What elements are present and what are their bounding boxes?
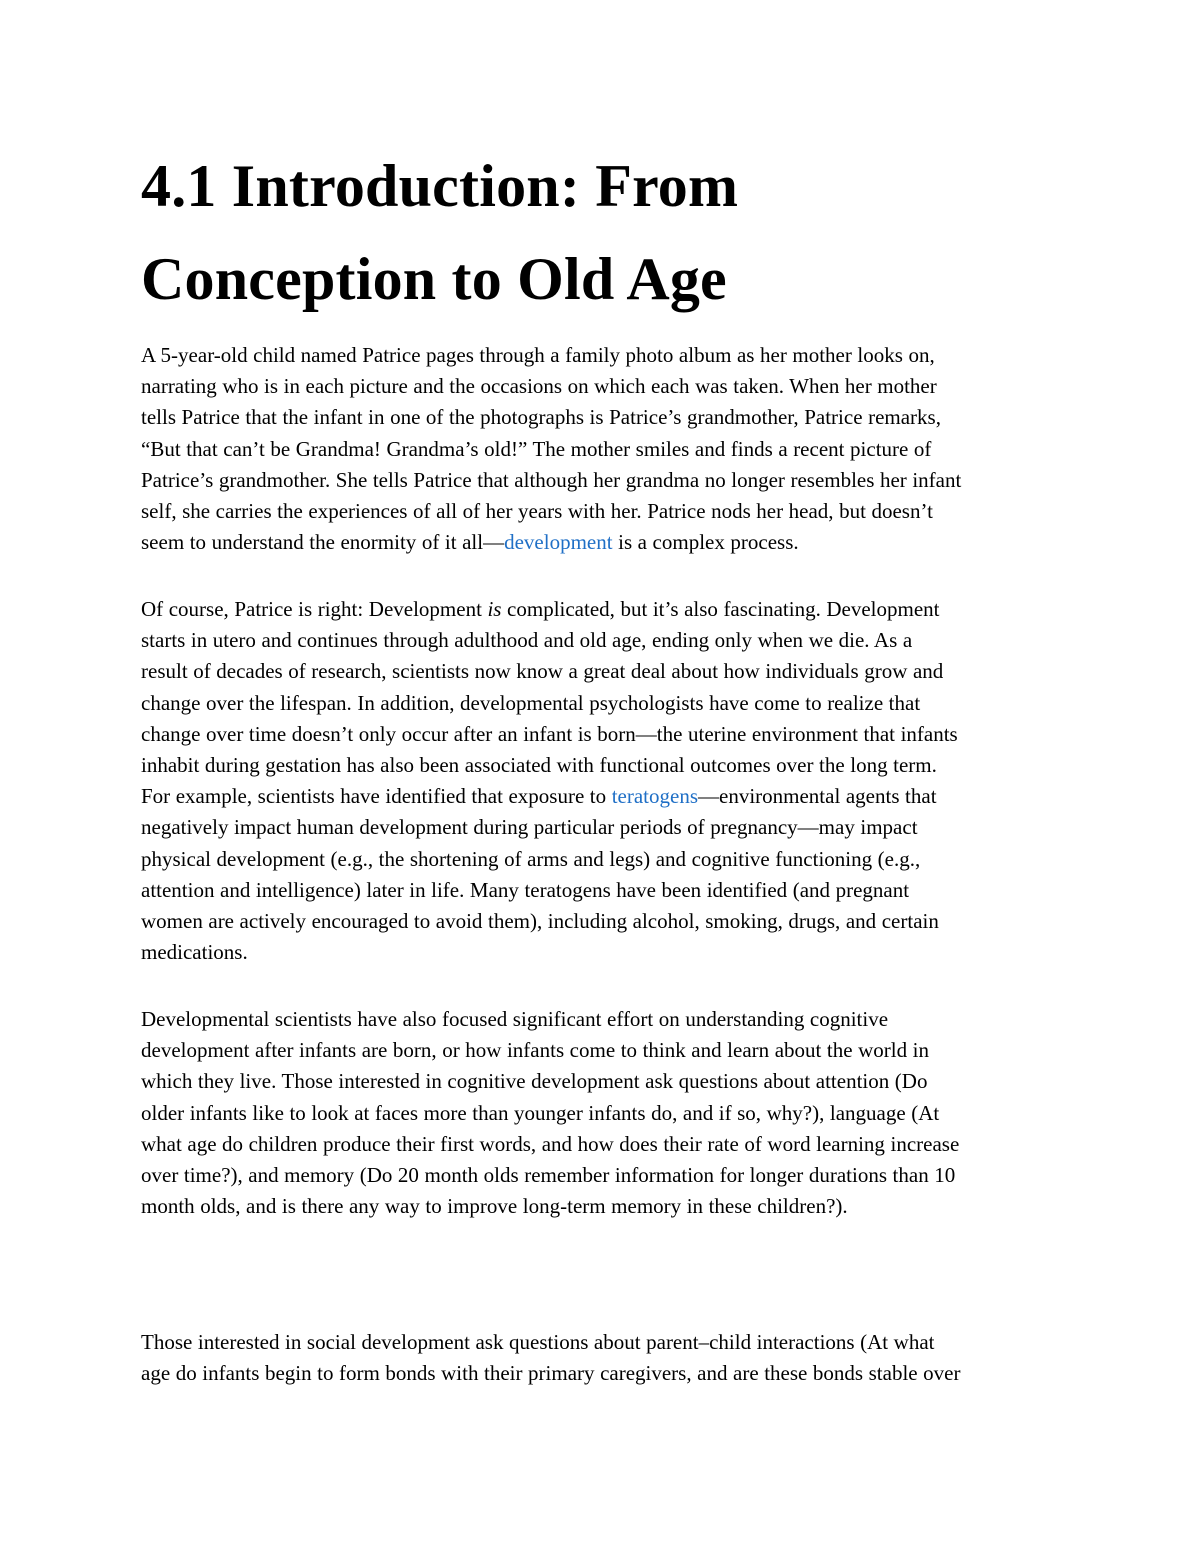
- paragraph-line: what age do children produce their first words, and how does their rate of word learning increase: [141, 1131, 960, 1156]
- paragraph-line: which they live. Those interested in cognitive development ask questions about attention (Do: [141, 1069, 928, 1094]
- paragraph-line: [141, 781, 1071, 812]
- paragraph-line: tells Patrice that the infant in one of the photographs is Patrice’s grandmother, Patrice remarks,: [141, 405, 941, 430]
- paragraph-line: inhabit during gestation has also been associated with functional outcomes over the long term.: [141, 753, 937, 778]
- paragraph-line: negatively impact human development during particular periods of pregnancy—may impact: [141, 815, 918, 840]
- paragraph-line: Developmental scientists have also focused significant effort on understanding cognitive: [141, 1007, 889, 1031]
- paragraph-line: self, she carries the experiences of all of her years with her. Patrice nods her head, but doesn’t: [141, 499, 933, 524]
- paragraph-line: “But that can’t be Grandma! Grandma’s old!” The mother smiles and finds a recent picture of: [141, 436, 932, 461]
- paragraph-line: narrating who is in each picture and the occasions on which each was taken. When her mother: [141, 374, 937, 399]
- paragraph-line: Those interested in social development ask questions about parent–child interactions (At what: [141, 1330, 935, 1354]
- paragraph-line: physical development (e.g., the shortening of arms and legs) and cognitive functioning (e.g.,: [141, 846, 921, 871]
- paragraph-line: change over time doesn’t only occur after an infant is born—the uterine environment that infants: [141, 721, 958, 746]
- text-run: complicated, but it’s also fascinating. Development: [501, 597, 940, 621]
- text-run: —environmental agents that: [698, 784, 937, 809]
- page-title: [141, 140, 1071, 326]
- paragraph-line: month olds, and is there any way to improve long-term memory in these children?).: [141, 1194, 848, 1219]
- paragraph-line: change over the lifespan. In addition, developmental psychologists have come to realize that: [141, 690, 921, 715]
- paragraph-line: [141, 594, 1071, 625]
- paragraph-line: [141, 527, 1071, 558]
- paragraph-4: [141, 1327, 1071, 1389]
- text-run: seem to understand the enormity of it all—: [141, 530, 505, 555]
- paragraph-line: result of decades of research, scientists now know a great deal about how individuals grow and: [141, 659, 944, 684]
- text-run: Of course, Patrice is right: Development: [141, 597, 488, 621]
- paragraph-line: A 5-year-old child named Patrice pages through a family photo album as her mother looks on,: [141, 343, 935, 367]
- paragraph-line: over time?), and memory (Do 20 month olds remember information for longer durations than 10: [141, 1163, 956, 1188]
- paragraph-line: women are actively encouraged to avoid them), including alcohol, smoking, drugs, and certain: [141, 909, 939, 934]
- paragraph-line: medications.: [141, 940, 248, 965]
- teratogens-link[interactable]: teratogens: [611, 784, 698, 809]
- text-run: For example, scientists have identified that exposure to: [141, 784, 612, 809]
- paragraph-line: Patrice’s grandmother. She tells Patrice that although her grandma no longer resembles her infant: [141, 467, 962, 492]
- development-link[interactable]: development: [504, 530, 613, 555]
- paragraph-line: older infants like to look at faces more than younger infants do, and if so, why?), language (At: [141, 1100, 940, 1125]
- paragraph-3: [141, 1004, 1071, 1222]
- text-run: is a complex process.: [612, 530, 799, 555]
- paragraph-2: [141, 594, 1071, 968]
- emphasis-text: is: [487, 597, 502, 621]
- paragraph-1: [141, 340, 1071, 558]
- paragraph-line: starts in utero and continues through adulthood and old age, ending only when we die. As a: [141, 628, 913, 653]
- title-line-2: Conception to Old Age: [141, 246, 727, 312]
- paragraph-line: age do infants begin to form bonds with their primary caregivers, and are these bonds stable over: [141, 1361, 961, 1386]
- paragraph-line: attention and intelligence) later in life. Many teratogens have been identified (and pregnant: [141, 877, 910, 902]
- title-line-1: 4.1 Introduction: From: [141, 153, 739, 219]
- paragraph-line: development after infants are born, or how infants come to think and learn about the world in: [141, 1038, 929, 1063]
